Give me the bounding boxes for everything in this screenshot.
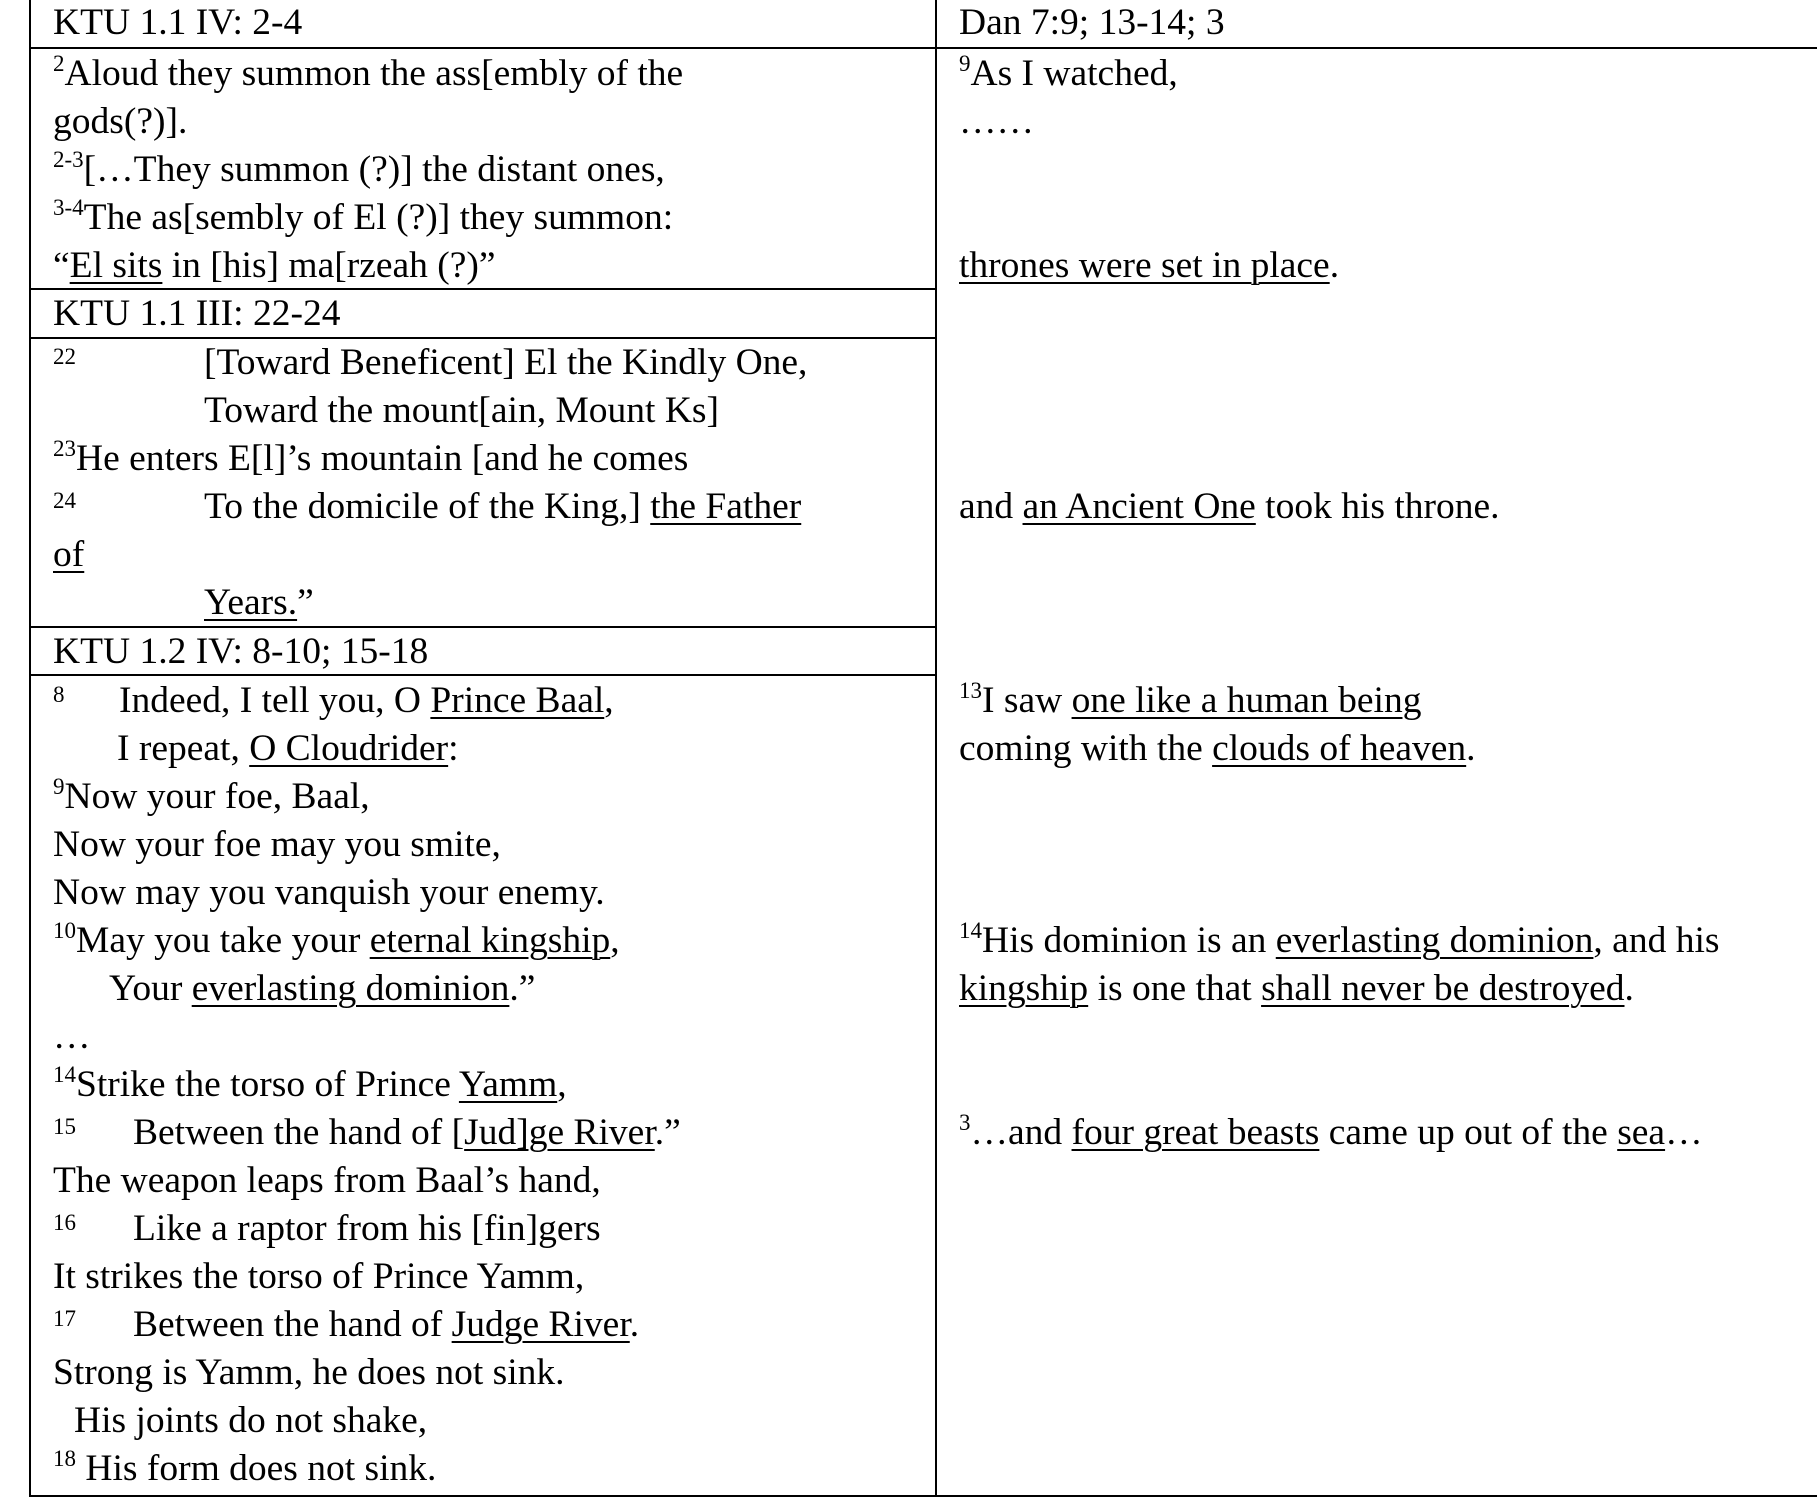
verse-number: 16 <box>53 1210 76 1235</box>
verse-number: 9 <box>53 774 65 799</box>
underlined-phrase: Jud]ge River <box>464 1112 655 1153</box>
section-heading: KTU 1.1 IV: 2-4 <box>53 2 303 43</box>
verse-text: took his throne. <box>1255 486 1500 527</box>
verse-text: is one that <box>1088 968 1262 1009</box>
underlined-phrase: kingship <box>959 968 1089 1009</box>
verse-text: [Toward Beneficent] El the Kindly One, <box>204 342 808 383</box>
verse-line: Toward the mount[ain, Mount Ks] <box>204 390 720 431</box>
verse-text: His form does not sink. <box>76 1448 437 1489</box>
underlined-phrase: thrones were set in place <box>959 245 1330 286</box>
verse-text: , <box>604 680 614 721</box>
verse-text: came up out of the <box>1319 1112 1618 1153</box>
verse-number: 14 <box>959 918 982 943</box>
verse-number: 8 <box>53 682 65 707</box>
verse-line <box>53 1445 436 1493</box>
underlined-phrase: sea <box>1617 1112 1666 1153</box>
verse-text: . <box>1329 245 1340 286</box>
verse-line <box>959 50 1178 98</box>
verse-line <box>53 1205 601 1253</box>
verse-number: 22 <box>53 344 76 369</box>
verse-line <box>53 1109 681 1157</box>
verse-line: Now may you vanquish your enemy. <box>53 872 605 913</box>
verse-number: 2 <box>53 51 65 76</box>
underlined-phrase: four great beasts <box>1071 1112 1320 1153</box>
underlined-phrase: shall never be destroyed <box>1261 968 1625 1009</box>
verse-text: . <box>1624 968 1634 1009</box>
verse-text: . <box>1466 728 1476 769</box>
verse-text: and <box>959 486 1023 527</box>
underlined-phrase: of <box>53 534 85 575</box>
verse-text: , <box>557 1064 567 1105</box>
verse-line <box>959 483 1500 531</box>
underlined-phrase: everlasting dominion <box>191 968 510 1009</box>
verse-number: 23 <box>53 436 76 461</box>
verse-number: 18 <box>53 1446 76 1471</box>
section-heading: Dan 7:9; 13-14; 3 <box>959 2 1225 43</box>
verse-number: 2-3 <box>53 147 84 172</box>
verse-text: . <box>629 1304 640 1345</box>
verse-line <box>53 339 807 387</box>
verse-line <box>959 677 1421 725</box>
verse-number: 3 <box>959 1110 971 1135</box>
verse-line <box>959 1109 1703 1157</box>
verse-number: 24 <box>53 488 76 513</box>
underlined-phrase: the Father <box>650 486 802 527</box>
verse-text: I repeat, <box>117 728 250 769</box>
verse-text: He enters E[l]’s mountain [and he comes <box>76 438 689 479</box>
verse-text: ” <box>297 582 314 623</box>
verse-line <box>53 1061 567 1109</box>
underlined-phrase: Prince Baal <box>430 680 605 721</box>
verse-line <box>53 435 688 483</box>
verse-line <box>53 773 370 821</box>
comparison-table <box>29 0 1817 1497</box>
underlined-phrase: everlasting dominion <box>1275 920 1594 961</box>
underlined-phrase: an Ancient One <box>1022 486 1256 527</box>
verse-text: Aloud they summon the ass[embly of the <box>64 53 684 94</box>
verse-text: in [his] ma[rzeah (?)” <box>162 245 496 286</box>
verse-line: His joints do not shake, <box>74 1400 428 1441</box>
underlined-phrase: El sits <box>69 245 163 286</box>
verse-line <box>959 965 1634 1013</box>
verse-text: His dominion is an <box>982 920 1276 961</box>
verse-text: Between the hand of [ <box>133 1112 465 1153</box>
underlined-phrase: O Cloudrider <box>249 728 449 769</box>
verse-text: , and his <box>1593 920 1720 961</box>
verse-text: Like a raptor from his [fin]gers <box>133 1208 601 1249</box>
verse-line: … <box>53 1016 91 1057</box>
verse-line: Strong is Yamm, he does not sink. <box>53 1352 565 1393</box>
verse-number: 3-4 <box>53 195 84 220</box>
verse-number: 17 <box>53 1306 76 1331</box>
verse-line <box>204 579 314 627</box>
verse-text: , <box>610 920 620 961</box>
section-heading: KTU 1.2 IV: 8-10; 15-18 <box>53 631 429 672</box>
verse-line <box>53 1301 639 1349</box>
verse-text: Between the hand of <box>133 1304 452 1345</box>
verse-line <box>53 677 614 725</box>
verse-number: 10 <box>53 918 76 943</box>
underlined-phrase: Yamm <box>458 1064 558 1105</box>
verse-number: 13 <box>959 678 982 703</box>
underlined-phrase: Judge River <box>451 1304 630 1345</box>
underlined-phrase: eternal kingship <box>369 920 611 961</box>
verse-number: 9 <box>959 51 971 76</box>
verse-line: Now your foe may you smite, <box>53 824 501 865</box>
verse-line <box>53 194 673 242</box>
verse-text: To the domicile of the King,] <box>204 486 651 527</box>
verse-text: As I watched, <box>970 53 1178 94</box>
section-heading: KTU 1.1 III: 22-24 <box>53 293 341 334</box>
verse-text: Your <box>109 968 192 1009</box>
column-divider <box>935 0 937 1495</box>
verse-text: “ <box>53 245 70 286</box>
verse-line <box>117 725 459 773</box>
verse-line <box>959 917 1719 965</box>
verse-text: I saw <box>982 680 1072 721</box>
verse-text: coming with the <box>959 728 1213 769</box>
verse-number: 14 <box>53 1062 76 1087</box>
underlined-phrase: one like a human being <box>1071 680 1422 721</box>
verse-text: .” <box>509 968 536 1009</box>
verse-text: Indeed, I tell you, O <box>119 680 431 721</box>
verse-line: gods(?)]. <box>53 101 188 142</box>
verse-number: 15 <box>53 1114 76 1139</box>
verse-line <box>53 917 620 965</box>
verse-line <box>109 965 535 1013</box>
underlined-phrase: Years. <box>204 582 298 623</box>
verse-line <box>53 50 683 98</box>
verse-line <box>959 242 1339 290</box>
verse-text: The as[sembly of El (?)] they summon: <box>83 197 674 238</box>
verse-line <box>959 725 1476 773</box>
verse-text: : <box>448 728 459 769</box>
verse-text: …and <box>970 1112 1072 1153</box>
verse-line: …… <box>959 101 1034 142</box>
verse-line <box>53 531 84 579</box>
verse-text: Now your foe, Baal, <box>64 776 370 817</box>
verse-line: It strikes the torso of Prince Yamm, <box>53 1256 585 1297</box>
verse-text: Strike the torso of Prince <box>76 1064 459 1105</box>
verse-line <box>53 146 665 194</box>
verse-line <box>53 242 496 290</box>
verse-line: The weapon leaps from Baal’s hand, <box>53 1160 601 1201</box>
verse-text: .” <box>654 1112 681 1153</box>
verse-text: May you take your <box>76 920 370 961</box>
verse-line <box>53 483 801 531</box>
verse-text: […They summon (?)] the distant ones, <box>83 149 665 190</box>
verse-text: … <box>1665 1112 1703 1153</box>
header-rule <box>31 47 1817 49</box>
underlined-phrase: clouds of heaven <box>1212 728 1467 769</box>
